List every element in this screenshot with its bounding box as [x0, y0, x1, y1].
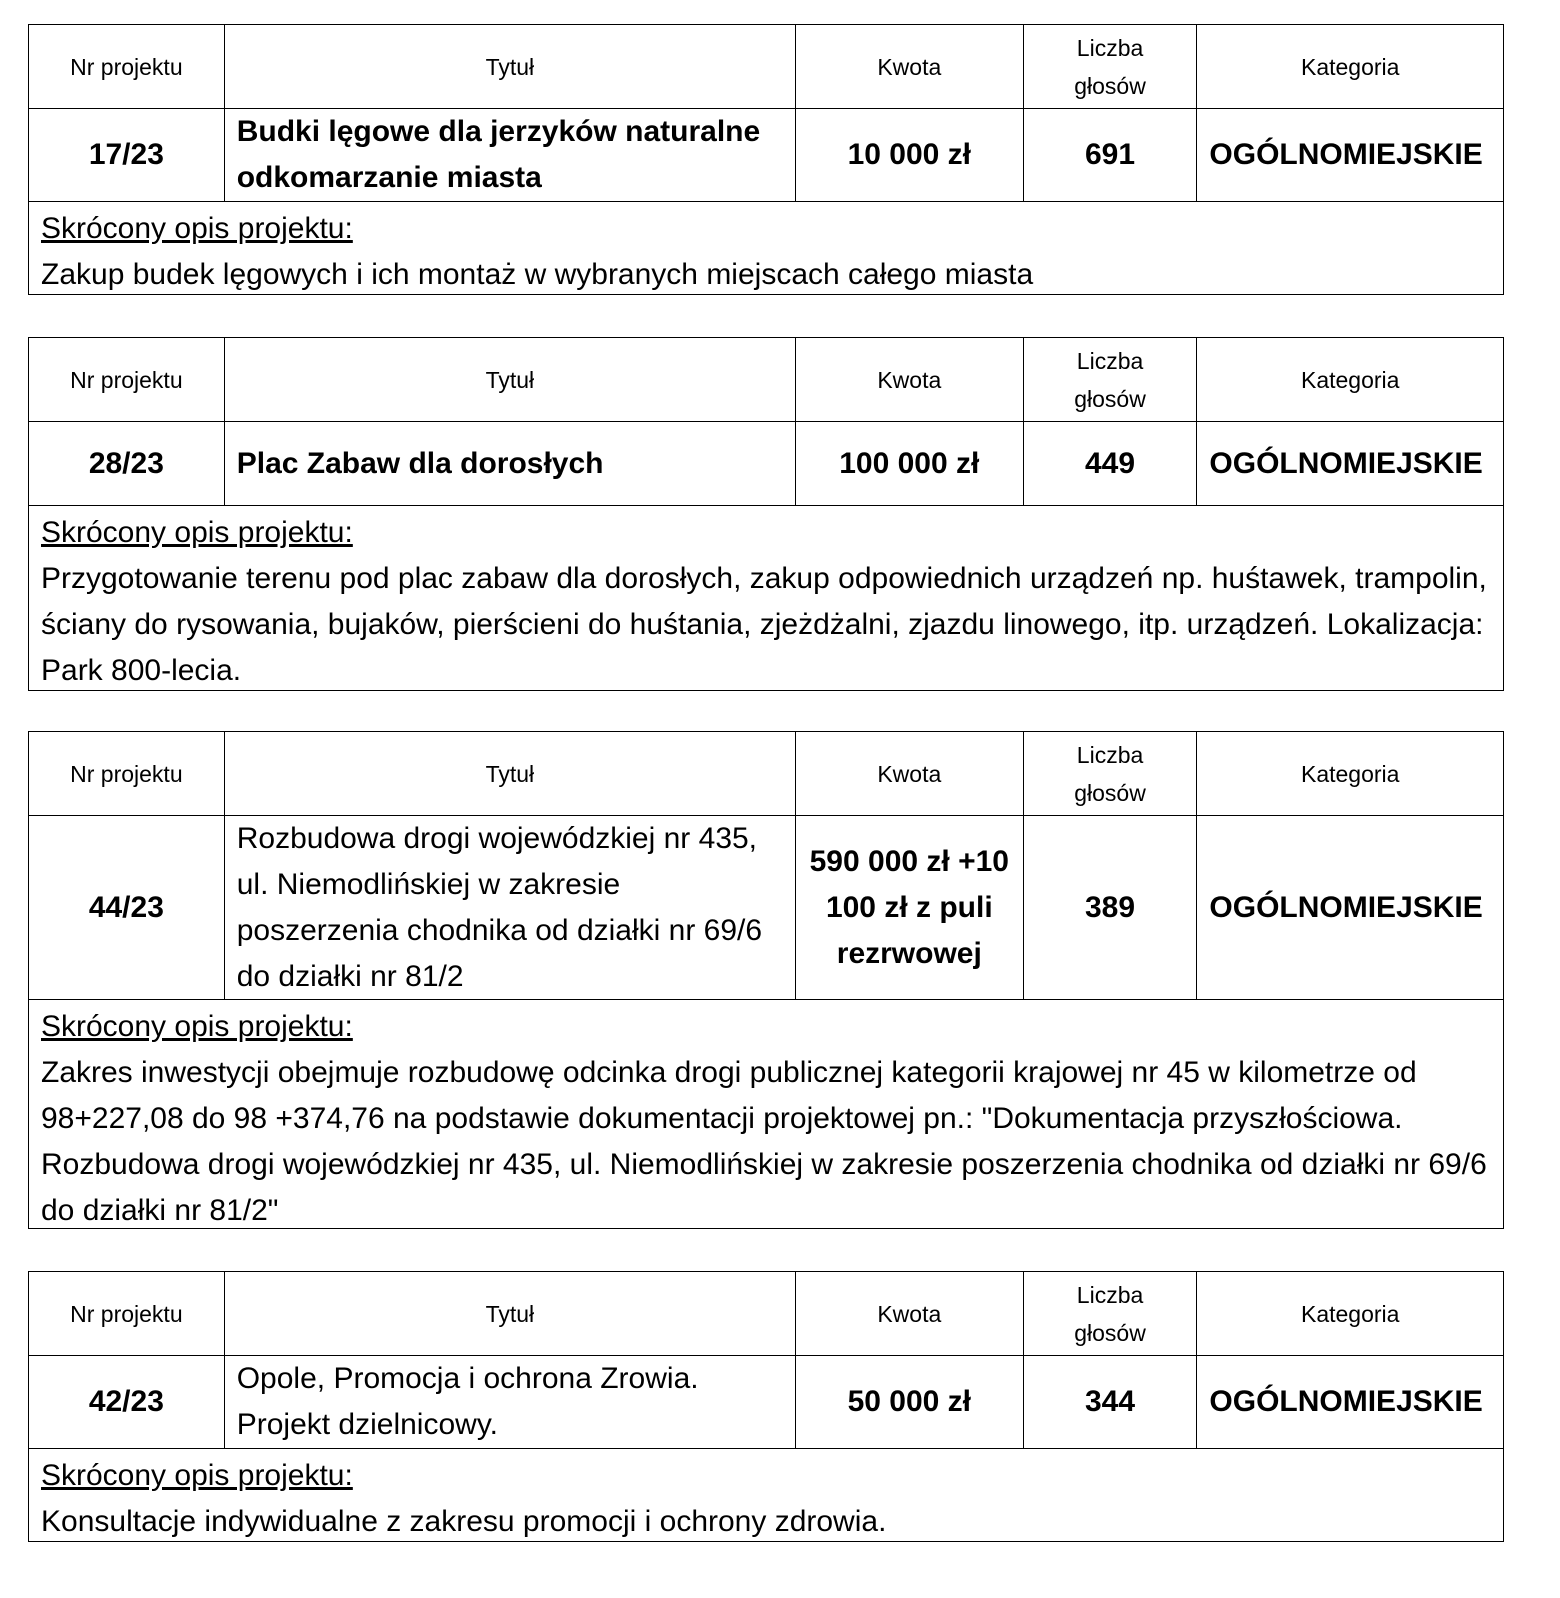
project-title: Rozbudowa drogi wojewódzkiej nr 435, ul. Niemodlińskiej w zakresie poszerzenia chodnika od działki nr 69/6 do działki nr 81/2 [225, 816, 796, 999]
value-row [29, 1356, 1503, 1449]
header-title: Tytuł [225, 25, 796, 108]
header-row [29, 1272, 1503, 1356]
header-amount: Kwota [796, 732, 1024, 815]
description-text: Zakup budek lęgowych i ich montaż w wybranych miejscach całego miasta [41, 258, 1034, 291]
header-category: Kategoria [1300, 760, 1400, 787]
header-row [29, 338, 1503, 422]
project-votes: 691 [1024, 109, 1198, 201]
header-category: Kategoria [1300, 366, 1400, 393]
project-nr: 42/23 [29, 1356, 225, 1448]
project-description [29, 506, 1503, 690]
project-description [29, 1000, 1503, 1228]
project-category: OGÓLNOMIEJSKIE [1209, 890, 1483, 924]
header-votes: Liczba głosów [1024, 338, 1198, 421]
project-category: OGÓLNOMIEJSKIE [1209, 138, 1483, 171]
project-amount: 100 000 zł [796, 422, 1024, 505]
description-text: Przygotowanie terenu pod plac zabaw dla dorosłych, zakup odpowiednich urządzeń np. huśtawek, trampolin, ściany do rysowania, bujaków, pierścieni do huśtania, zjeżdżalni, zjazdu linowego, itp. urządzeń. Lokalizacja: Park 800-lecia. [41, 562, 1487, 687]
project-description [29, 202, 1503, 294]
description-text: Konsultacje indywidualne z zakresu promocji i ochrony zdrowia. [41, 1505, 887, 1538]
project-title: Plac Zabaw dla dorosłych [225, 422, 796, 505]
value-row [29, 816, 1503, 1000]
header-votes: Liczba głosów [1024, 732, 1198, 815]
header-votes: Liczba głosów [1024, 25, 1198, 108]
value-row [29, 109, 1503, 202]
project-votes: 449 [1024, 422, 1198, 505]
project-votes: 389 [1024, 816, 1198, 999]
header-amount: Kwota [796, 338, 1024, 421]
header-nr: Nr projektu [29, 1272, 225, 1355]
header-amount: Kwota [796, 25, 1024, 108]
project-nr: 17/23 [29, 109, 225, 201]
header-row [29, 25, 1503, 109]
project-title: Budki lęgowe dla jerzyków naturalne odkomarzanie miasta [225, 109, 796, 201]
description-label: Skrócony opis projektu: [41, 516, 353, 549]
description-label: Skrócony opis projektu: [41, 212, 353, 245]
header-category: Kategoria [1300, 53, 1400, 80]
value-row [29, 422, 1503, 506]
project-table-42-23 [28, 1271, 1504, 1542]
description-label: Skrócony opis projektu: [41, 1010, 353, 1043]
project-table-44-23 [28, 731, 1504, 1229]
project-amount: 50 000 zł [796, 1356, 1024, 1448]
project-category: OGÓLNOMIEJSKIE [1209, 1385, 1483, 1418]
header-nr: Nr projektu [29, 732, 225, 815]
project-table-17-23 [28, 24, 1504, 295]
project-title: Opole, Promocja i ochrona Zrowia. Projekt dzielnicowy. [225, 1356, 796, 1448]
header-nr: Nr projektu [29, 25, 225, 108]
header-category: Kategoria [1300, 1300, 1400, 1327]
header-amount: Kwota [796, 1272, 1024, 1355]
header-title: Tytuł [225, 732, 796, 815]
header-votes: Liczba głosów [1024, 1272, 1198, 1355]
project-nr: 44/23 [29, 816, 225, 999]
project-table-28-23 [28, 337, 1504, 691]
project-nr: 28/23 [29, 422, 225, 505]
header-title: Tytuł [225, 338, 796, 421]
project-category: OGÓLNOMIEJSKIE [1209, 446, 1483, 480]
header-nr: Nr projektu [29, 338, 225, 421]
header-title: Tytuł [225, 1272, 796, 1355]
description-text: Zakres inwestycji obejmuje rozbudowę odcinka drogi publicznej kategorii krajowej nr 45 w kilometrze od 98+227,08 do 98 +374,76 na podstawie dokumentacji projektowej pn.: "Dokumentacja przyszłościowa. Rozbudowa drogi wojewódzkiej nr 435, ul. Niemodlińskiej w zakresie poszerzenia chodnika od działki nr 69/6 do działki nr 81/2" [41, 1056, 1487, 1227]
project-description [29, 1449, 1503, 1541]
description-label: Skrócony opis projektu: [41, 1459, 353, 1492]
project-amount: 590 000 zł +10 100 zł z puli rezrwowej [796, 816, 1024, 999]
project-amount: 10 000 zł [796, 109, 1024, 201]
header-row [29, 732, 1503, 816]
project-votes: 344 [1024, 1356, 1198, 1448]
